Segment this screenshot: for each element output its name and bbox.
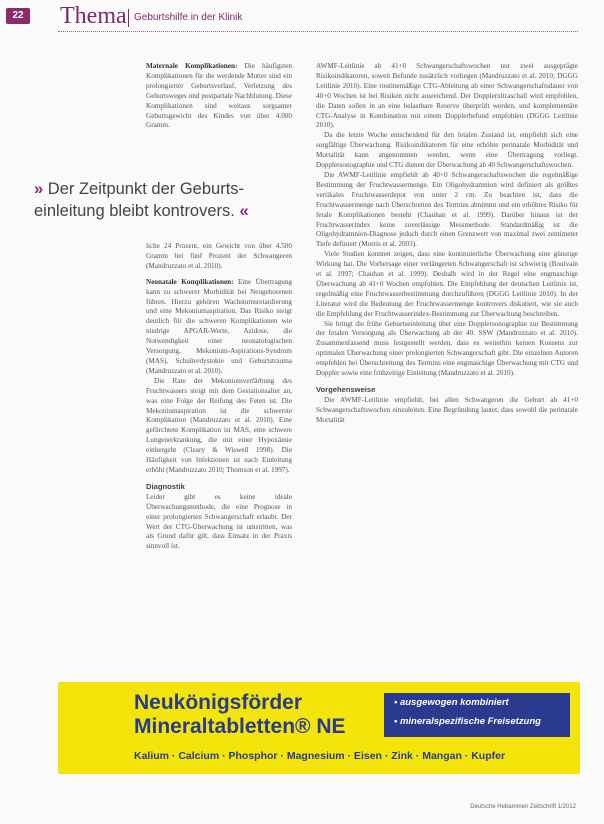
pull-quote <box>34 178 274 222</box>
paragraph: Die häufigsten Komplikationen für die werdende Mutter sind ein prolongierter Geburtsverlauf, Verletzung des Geburtsweges und postpartale Nachblutung. Diese Komplikationen sind weitaus sorgsamer Geburtsgewicht des Kindes von über 4.000 Gramm. <box>146 62 292 130</box>
ad-title-line1: Neukönigsförder <box>134 691 303 714</box>
paragraph: Sie bringt die frühe Geburtseinleitung über eine Dopplersonographie zur Bestimmung der fetalen Versorgung als Überwachung ab der 40. SSW (Mandruzzato et al. 2010). Zusammenfassend muss festgestellt werden, dass es weiterhin keinen Konsens zur optimalen Überwachung einer prolongierten Schwangerschaft gibt. Die einzelnen Autoren empfehlen bei Überschreitung des Termins eine engmaschige Überwachung mit CTG und Doppler sowie eine frühzeitige Einleitung (Mandruzzato et al. 2010). <box>316 319 578 378</box>
ad-bullet: • ausgewogen kombiniert <box>394 697 509 708</box>
header-divider <box>128 9 129 27</box>
paragraph: AWMF-Leitlinie ab 41+0 Schwangerschaftswochen nur zwei ausgeprägte Risikoindikatoren, soweit Befunde zusätzlich vorliegen (Mandruzzato et al. 2010; DGGG Leitlinie 2010). Eine routinemäßige CTG-Ableitung ab einer Schwangerschaftsdauer von 40+0 Wochen ist bei Risiken nicht ausreichend. Der Dopplerultraschall wird empfohlen, die Daten sollen in an eine belastbare Reserve überprüft werden, und komplementäre CTG-Analyse in Kombination mit einem Dopplerbefund empfohlen (DGGG Leitlinie 2010). <box>316 62 578 130</box>
quote-open-mark: » <box>34 180 44 198</box>
header-rule <box>58 31 578 32</box>
advertisement <box>58 682 580 774</box>
paragraph: Da die letzte Woche entscheidend für den fetalen Zustand ist, empfiehlt sich eine sorgfältige Überwachung. Risikoindikatoren für eine erhöhte perinatale Morbidität und Mortalität kann angenommen werden, wenn eine Übertragung vorliegt. Dopplersonographie und CTG dienen der Überwachung ab 40 Schwangerschaftswochen. <box>316 131 578 170</box>
quote-close-mark: « <box>239 202 249 220</box>
column-c <box>146 242 292 552</box>
page-footer: Deutsche Hebammen Zeitschrift 1/2012 <box>470 804 576 810</box>
section-title: Thema <box>60 3 127 29</box>
page-header <box>0 0 604 34</box>
ad-bullet: • mineralspezifische Freisetzung <box>394 716 541 727</box>
paragraph: Leider gibt es keine ideale Überwachungsmethode, die eine Prognose in einer prolongierten Schwangerschaft erlaubt. Der Wert der CTG-Überwachung ist umstritten, was als Grund dafür gilt, dass Einsatz in der Praxis sinnvoll ist. <box>146 492 292 551</box>
lead-neonatal: Neonatale Komplikationen: <box>146 277 234 286</box>
paragraph: Die AWMF-Leitlinie empfiehlt, bei allen Schwangeren die Geburt ab 41+0 Schwangerschaftswochen einzuleiten. Eine Begründung lautet, dass sowohl die perinatale Mortalität <box>316 396 578 424</box>
page-number: 22 <box>6 8 30 24</box>
ad-title <box>134 691 346 739</box>
ad-minerals-list: Kalium · Calcium · Phosphor · Magnesium · Eisen · Zink · Mangan · Kupfer <box>134 750 506 762</box>
section-subtitle: Geburtshilfe in der Klinik <box>134 12 243 23</box>
paragraph: liche 24 Prozent, ein Gewicht von über 4.500 Gramm bei fünf Prozent der Schwangeren (Mandruzzato et al. 2010). <box>146 242 292 270</box>
paragraph: Viele Studien konnten zeigen, dass eine kontinuierliche Überwachung eine günstige Wirkung hat. Die Vorhersage einer verlängerten Schwangerschaft ist schwierig (Boulvain et al. 1997; Chauhan et al. 1999). Deshalb wird in der Regel eine engmaschige Überwachung ab 41+0 Wochen empfohlen. Die Empfehlung der deutschen Leitlinie ist, regelmäßig eine Fruchtwasserbestimmung durchzuführen (DGGG Leitlinie 2010). In der Literatur wird die Bedeutung der Fruchtwassermenge kontrovers diskutiert, wie sie auch die Empfehlung der Fruchtwasserindex-Bestimmung zur Überwachung beschreiben. <box>316 250 578 318</box>
ad-feature-box <box>384 693 570 737</box>
subhead-diagnostik: Diagnostik <box>146 481 185 491</box>
ad-title-line2: Mineraltabletten® NE <box>134 715 346 738</box>
paragraph: Die AWMF-Leitlinie empfiehlt ab 40+0 Schwangerschaftswochen die regelmäßige Bestimmung der Fruchtwassermenge. Ein Oligohydramnion wird definiert als größtes vertikales Fruchtwasserdepot von unter 2 cm. Zu beachten ist, dass die Fruchtwassermenge nach Überschreiten des Termins abnimmt und ein erhöhtes Risiko für fetale Komplikationen besteht (Chauhan et al. 1999). Darüber hinaus ist der Fruchtwasserindex keine zuverlässige Messmethode. Standardmäßig ist die Oligohydramnion-Diagnose jedoch durch einen Grenzwert von maximal zwei zentimeter Tiefe definiert (Morris et al. 2003). <box>316 170 578 249</box>
column-b <box>316 62 578 426</box>
pull-quote-text: Der Zeitpunkt der Geburts-einleitung bleibt kontrovers. <box>34 180 245 220</box>
lead-maternal: Maternale Komplikationen: <box>146 62 238 70</box>
paragraph: Eine Übertragung kann zu schwerer Morbidität bei Neugeborenen führen. Hierzu gehören Wachstumsretardierung und eine Mekoniumaspiration. Das Risiko steigt deutlich für die schweren Komplikationen wie niedrige APGAR-Werte, Azidose, die Notwendigkeit einer neonatologischen Versorgung, Mekonium-Aspirations-Syndrom (MAS), Schulterdystokie und Geburtstrauma (Mandruzzato et al. 2010). <box>146 277 293 375</box>
subhead-vorgehensweise: Vorgehensweise <box>316 385 376 394</box>
paragraph: Die Rate der Mekoniumverfärbung des Fruchtwassers steigt mit dem Gestationsalter an, was eine Folge der Reifung des Feten ist. Die Mekoniumaspiration ist die schwerste Komplikation (Mandruzzato et al. 2010). Eine gefürchtete Komplikation ist MAS, eine schwere Lungenerkrankung, die mit einer Hypoxämie einhergeht (Cleary & Wiswell 1998). Die Häufigkeit von Infektionen ist nach Einleitung erhöht (Mandruzzato 2010; Thomson et al. 1997). <box>146 376 292 474</box>
column-a <box>146 62 292 131</box>
